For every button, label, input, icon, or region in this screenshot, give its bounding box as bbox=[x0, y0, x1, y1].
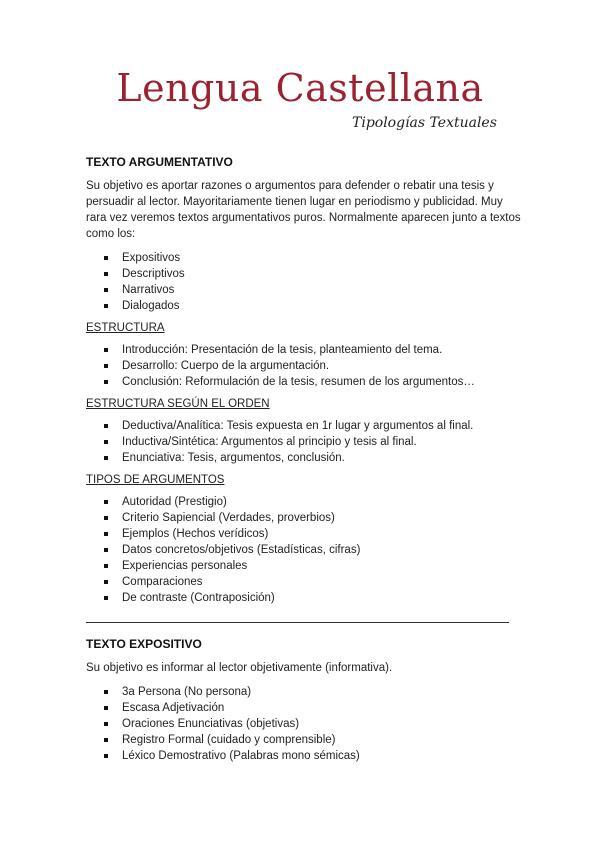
list-item: Autoridad (Prestigio) bbox=[102, 494, 526, 510]
list-item: Descriptivos bbox=[102, 266, 526, 282]
list-item: Registro Formal (cuidado y comprensible) bbox=[102, 732, 526, 748]
estructura-orden-list bbox=[86, 418, 526, 466]
estructura-list bbox=[86, 342, 526, 390]
tipos-argumentos-list bbox=[86, 494, 526, 606]
argumentativo-intro: Su objetivo es aportar razones o argumentos para defender o rebatir una tesis y persuadir al lector. Mayoritariamente tienen lugar en periodismo y publicidad. Muy rara vez veremos textos argumentativos puros. Normalmente aparecen junto a textos como los: bbox=[86, 180, 521, 240]
list-item: Experiencias personales bbox=[102, 558, 526, 574]
text-types-list bbox=[86, 250, 526, 314]
list-item: 3a Persona (No persona) bbox=[102, 684, 526, 700]
document-body bbox=[86, 155, 526, 770]
list-item: Ejemplos (Hechos verídicos) bbox=[102, 526, 526, 542]
section-heading-argumentativo: TEXTO ARGUMENTATIVO bbox=[86, 155, 233, 169]
section-argumentativo bbox=[86, 155, 526, 606]
page-title: Lengua Castellana bbox=[116, 66, 484, 110]
page-subtitle: Tipologías Textuales bbox=[352, 115, 497, 131]
list-item: Introducción: Presentación de la tesis, planteamiento del tema. bbox=[102, 342, 526, 358]
section-divider bbox=[86, 622, 509, 623]
list-item: Desarrollo: Cuerpo de la argumentación. bbox=[102, 358, 526, 374]
list-item: Deductiva/Analítica: Tesis expuesta en 1r lugar y argumentos al final. bbox=[102, 418, 526, 434]
list-item: Léxico Demostrativo (Palabras mono sémicas) bbox=[102, 748, 526, 764]
list-item: Conclusión: Reformulación de la tesis, resumen de los argumentos… bbox=[102, 374, 526, 390]
expositivo-intro: Su objetivo es informar al lector objetivamente (informativa). bbox=[86, 662, 393, 674]
list-item: Enunciativa: Tesis, argumentos, conclusión. bbox=[102, 450, 526, 466]
subheading-tipos-argumentos: TIPOS DE ARGUMENTOS bbox=[86, 474, 225, 486]
list-item: Comparaciones bbox=[102, 574, 526, 590]
subheading-estructura: ESTRUCTURA bbox=[86, 322, 165, 334]
list-item: Oraciones Enunciativas (objetivas) bbox=[102, 716, 526, 732]
list-item: Inductiva/Sintética: Argumentos al principio y tesis al final. bbox=[102, 434, 526, 450]
list-item: Dialogados bbox=[102, 298, 526, 314]
section-expositivo bbox=[86, 637, 526, 764]
list-item: Criterio Sapiencial (Verdades, proverbios) bbox=[102, 510, 526, 526]
list-item: Expositivos bbox=[102, 250, 526, 266]
list-item: Escasa Adjetivación bbox=[102, 700, 526, 716]
list-item: De contraste (Contraposición) bbox=[102, 590, 526, 606]
list-item: Datos concretos/objetivos (Estadísticas, cifras) bbox=[102, 542, 526, 558]
list-item: Narrativos bbox=[102, 282, 526, 298]
subheading-estructura-orden: ESTRUCTURA SEGÚN EL ORDEN bbox=[86, 398, 270, 410]
section-heading-expositivo: TEXTO EXPOSITIVO bbox=[86, 637, 202, 651]
expositivo-list bbox=[86, 684, 526, 764]
